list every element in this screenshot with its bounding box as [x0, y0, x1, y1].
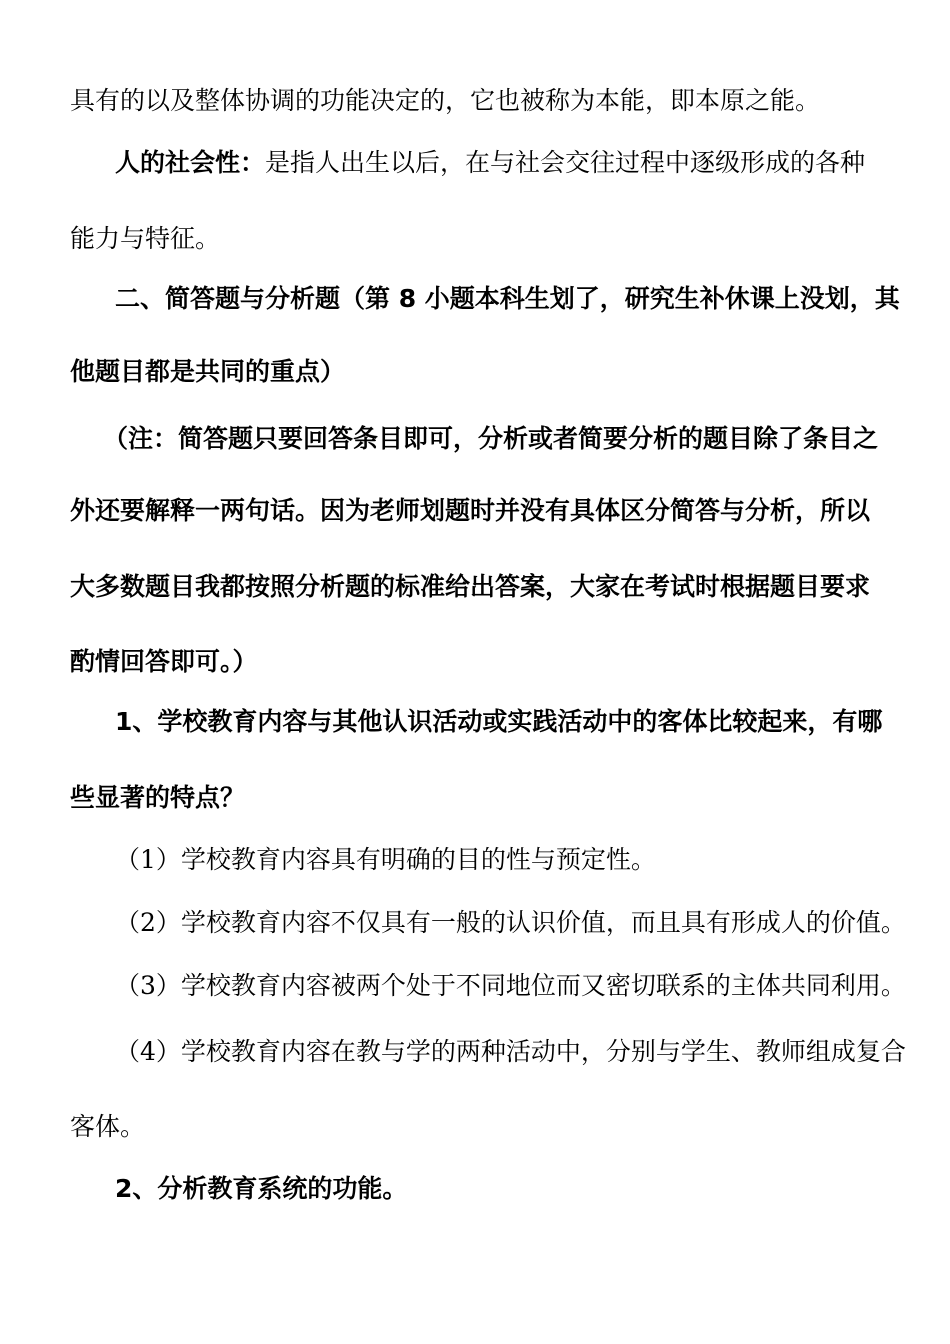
- answer-item: （2）学校教育内容不仅具有一般的认识价值，而且具有形成人的价值。: [115, 908, 906, 937]
- section-heading: 二、简答题与分析题（第 8 小题本科生划了，研究生补休课上没划，其: [115, 284, 900, 313]
- answer-item: （4）学校教育内容在教与学的两种活动中，分别与学生、教师组成复合: [115, 1037, 906, 1066]
- definition-text: 是指人出生以后，在与社会交往过程中逐级形成的各种: [265, 148, 866, 177]
- question-heading: 2、分析教育系统的功能。: [115, 1174, 408, 1203]
- question-heading-cont: 些显著的特点？: [70, 783, 246, 812]
- section-heading-cont: 他题目都是共同的重点）: [70, 357, 346, 386]
- answer-item: （1）学校教育内容具有明确的目的性与预定性。: [115, 845, 656, 874]
- note-paragraph-cont: 酌情回答即可。）: [70, 647, 258, 676]
- definition-term: 人的社会性：: [115, 148, 266, 177]
- note-paragraph-cont: 大多数题目我都按照分析题的标准给出答案，大家在考试时根据题目要求: [70, 572, 871, 601]
- note-paragraph: （注：简答题只要回答条目即可，分析或者简要分析的题目除了条目之: [103, 424, 879, 453]
- text-line: 具有的以及整体协调的功能决定的，它也被称为本能，即本原之能。: [70, 86, 821, 115]
- note-paragraph-cont: 外还要解释一两句话。因为老师划题时并没有具体区分简答与分析，所以: [70, 496, 871, 525]
- question-heading: 1、学校教育内容与其他认识活动或实践活动中的客体比较起来，有哪: [115, 707, 883, 736]
- definition-line: [115, 146, 865, 180]
- text-line: 能力与特征。: [70, 224, 221, 253]
- answer-item-cont: 客体。: [70, 1112, 146, 1141]
- answer-item: （3）学校教育内容被两个处于不同地位而又密切联系的主体共同利用。: [115, 971, 906, 1000]
